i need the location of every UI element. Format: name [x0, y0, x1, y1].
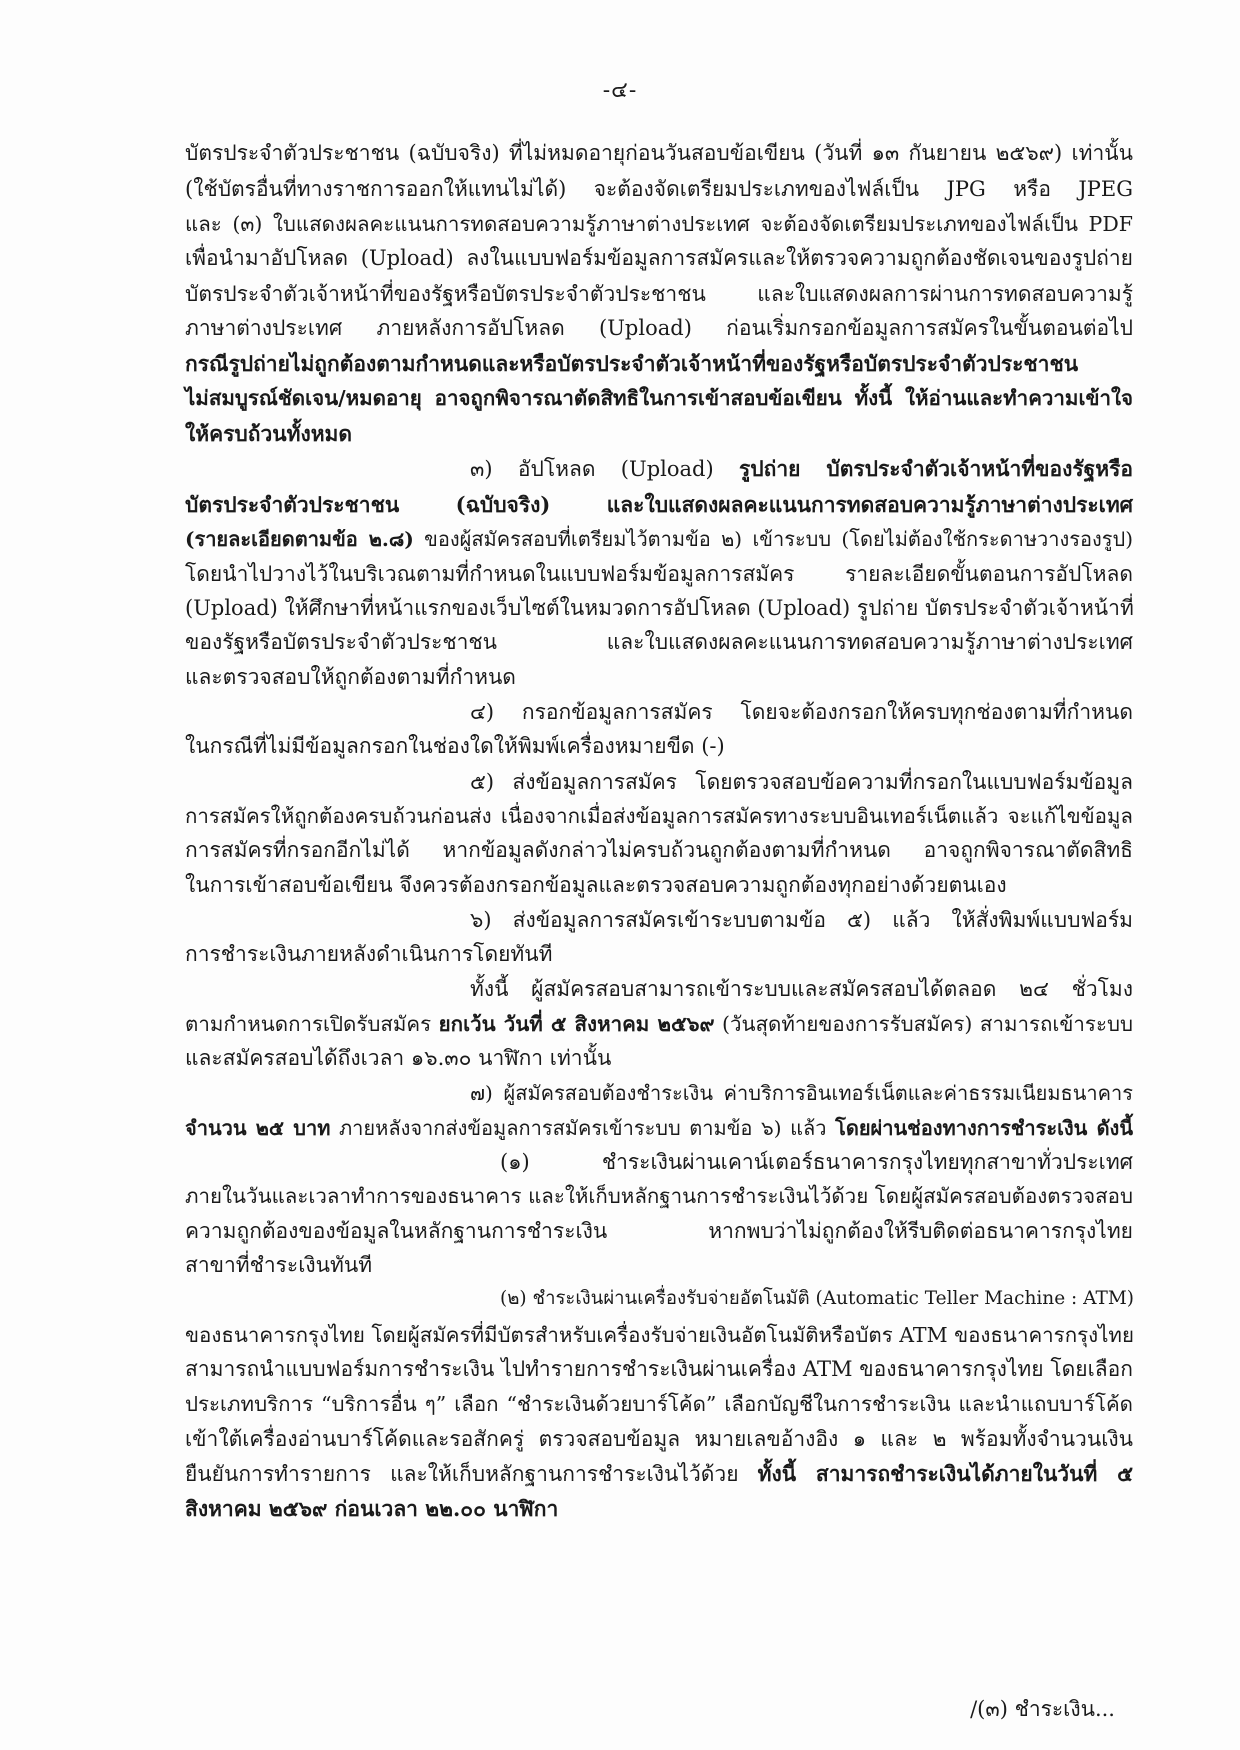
text-segment: ๖) ส่งข้อมูลการสมัครเข้าระบบตามข้อ ๕) แล้ว ให้สั่งพิมพ์แบบฟอร์ม — [470, 908, 1133, 932]
text-segment: การสมัครที่กรอกอีกไม่ได้ หากข้อมูลดังกล่าวไม่ครบถ้วนถูกต้องตามที่กำหนด อาจถูกพิจารณาตัดสิทธิ — [185, 838, 1133, 862]
text-segment: ภายหลังจากส่งข้อมูลการสมัครเข้าระบบ ตามข้อ ๖) แล้ว — [330, 1116, 836, 1140]
page-number: -๔- — [602, 78, 638, 103]
text-line — [185, 1221, 1133, 1242]
text-segment: ๗) ผู้สมัครสอบต้องชำระเงิน ค่าบริการอินเทอร์เน็ตและค่าธรรมเนียมธนาคาร — [470, 1081, 1133, 1105]
text-segment: โดยนำไปวางไว้ในบริเวณตามที่กำหนดในแบบฟอร์มข้อมูลการสมัคร รายละเอียดขั้นตอนการอัปโหลด — [185, 562, 1133, 586]
text-segment: และ (๓) ใบแสดงผลคะแนนการทดสอบความรู้ภาษาต่างประเทศ จะต้องจัดเตรียมประเภทของไฟล์เป็น PDF — [185, 212, 1133, 236]
text-line — [185, 529, 1133, 549]
text-segment: สาขาที่ชำระเงินทันที — [185, 1253, 373, 1277]
bold-text: ทั้งนี้ สามารถชำระเงินได้ภายในวันที่ ๕ — [757, 1461, 1133, 1486]
text-line — [185, 1325, 1133, 1346]
text-line — [470, 979, 1133, 1000]
text-segment: (วันสุดท้ายของการรับสมัคร) สามารถเข้าระบบ — [714, 1012, 1133, 1036]
text-line — [185, 1394, 1133, 1415]
text-line — [185, 1498, 1133, 1520]
bold-text: รูปถ่าย บัตรประจำตัวเจ้าหน้าที่ของรัฐหรือ — [739, 456, 1133, 481]
text-line — [185, 632, 1133, 653]
text-segment: สามารถนำแบบฟอร์มการชำระเงิน ไปทำรายการชำระเงินผ่านเครื่อง ATM ของธนาคารกรุงไทย โดยเลือก — [185, 1357, 1133, 1381]
text-segment: ภายในวันและเวลาทำการของธนาคาร และให้เก็บหลักฐานการชำระเงินไว้ด้วย โดยผู้สมัครสอบต้องตรวจสอบ — [185, 1184, 1133, 1208]
bold-text: (รายละเอียดตามข้อ ๒.๘) — [185, 527, 414, 551]
text-line — [185, 944, 1133, 965]
text-line — [470, 910, 1133, 931]
bold-text: บัตรประจำตัวประชาชน (ฉบับจริง) และใบแสดงผลคะแนนการทดสอบความรู้ภาษาต่างประเทศ — [185, 492, 1133, 517]
text-line — [185, 598, 1133, 619]
text-line — [185, 840, 1133, 861]
bold-text: สิงหาคม ๒๕๖๙ ก่อนเวลา ๒๒.๐๐ นาฬิกา — [185, 1496, 559, 1521]
text-line — [185, 353, 1133, 375]
text-segment: ประเภทบริการ “บริการอื่น ๆ” เลือก “ชำระเงินด้วยบาร์โค้ด” เลือกบัญชีในการชำระเงิน และนำแถบบาร์โค้ด — [185, 1392, 1133, 1416]
text-segment: และสมัครสอบได้ถึงเวลา ๑๖.๓๐ นาฬิกา เท่านั้น — [185, 1046, 612, 1070]
text-line — [185, 214, 1133, 235]
text-segment: การชำระเงินภายหลังดำเนินการโดยทันที — [185, 942, 553, 966]
text-line — [185, 1118, 1133, 1138]
text-line — [185, 1359, 1133, 1380]
text-line — [185, 423, 1133, 445]
text-segment: ทั้งนี้ ผู้สมัครสอบสามารถเข้าระบบและสมัครสอบได้ตลอด ๒๔ ชั่วโมง — [470, 977, 1133, 1001]
text-segment: ตามกำหนดการเปิดรับสมัคร — [185, 1012, 439, 1036]
text-segment: ของรัฐหรือบัตรประจำตัวประชาชน และใบแสดงผลคะแนนการทดสอบความรู้ภาษาต่างประเทศ — [185, 630, 1133, 654]
bold-text: ยกเว้น วันที่ ๕ สิงหาคม ๒๕๖๙ — [438, 1012, 715, 1036]
text-line — [185, 318, 1133, 339]
text-line — [185, 564, 1133, 585]
text-segment: (๒) ชำระเงินผ่านเครื่องรับจ่ายอัตโนมัติ (Automatic Teller Machine : ATM) — [500, 1288, 1134, 1309]
text-line — [470, 772, 1133, 793]
text-line — [185, 736, 1133, 757]
text-line — [185, 667, 1133, 688]
text-segment: ภาษาต่างประเทศ ภายหลังการอัปโหลด (Upload) ก่อนเริ่มกรอกข้อมูลการสมัครในขั้นตอนต่อไป — [185, 316, 1133, 340]
text-segment: ๕) ส่งข้อมูลการสมัคร โดยตรวจสอบข้อความที่กรอกในแบบฟอร์มข้อมูล — [470, 770, 1133, 794]
text-line — [185, 1255, 1133, 1276]
text-segment: (ใช้บัตรอื่นที่ทางราชการออกให้แทนไม่ได้) จะต้องจัดเตรียมประเภทของไฟล์เป็น JPG หรือ JPEG — [185, 177, 1133, 201]
text-line — [185, 1429, 1133, 1450]
text-segment: ความถูกต้องของข้อมูลในหลักฐานการชำระเงิน หากพบว่าไม่ถูกต้องให้รีบติดต่อธนาคารกรุงไทย — [185, 1219, 1133, 1243]
text-segment: ในการเข้าสอบข้อเขียน จึงควรต้องกรอกข้อมูลและตรวจสอบความถูกต้องทุกอย่างด้วยตนเอง — [185, 873, 1007, 897]
text-segment: ยืนยันการทำรายการ และให้เก็บหลักฐานการชำระเงินไว้ด้วย — [185, 1462, 758, 1486]
text-segment: ๓) อัปโหลด (Upload) — [470, 457, 739, 481]
bold-text: ไม่สมบูรณ์ชัดเจน/หมดอายุ อาจถูกพิจารณาตัดสิทธิในการเข้าสอบข้อเขียน ทั้งนี้ ให้อ่านและทำความเข้าใจ — [185, 386, 1133, 410]
text-segment: เพื่อนำมาอัปโหลด (Upload) ลงในแบบฟอร์มข้อมูลการสมัครและให้ตรวจความถูกต้องชัดเจนของรูปถ่าย — [185, 246, 1133, 270]
text-segment: ๔) กรอกข้อมูลการสมัคร โดยจะต้องกรอกให้ครบทุกช่องตามที่กำหนด — [470, 700, 1133, 724]
text-line — [185, 143, 1133, 164]
text-line — [185, 875, 1133, 896]
text-segment: ของผู้สมัครสอบที่เตรียมไว้ตามข้อ ๒) เข้าระบบ (โดยไม่ต้องใช้กระดาษวางรองรูป) — [413, 527, 1134, 551]
text-line — [185, 1014, 1133, 1035]
text-segment: (Upload) ให้ศึกษาที่หน้าแรกของเว็บไซต์ในหมวดการอัปโหลด (Upload) รูปถ่าย บัตรประจำตัวเจ้าหน้าที่ — [185, 596, 1134, 620]
text-line — [185, 806, 1133, 827]
text-line — [185, 248, 1133, 269]
text-line — [185, 1463, 1133, 1485]
text-segment: บัตรประจำตัวประชาชน (ฉบับจริง) ที่ไม่หมดอายุก่อนวันสอบข้อเขียน (วันที่ ๑๓ กันยายน ๒๕๖๙) เท่านั้น — [185, 141, 1133, 165]
bold-text: กรณีรูปถ่ายไม่ถูกต้องตามกำหนดและหรือบัตรประจำตัวเจ้าหน้าที่ของรัฐหรือบัตรประจำตัวประชาชน — [185, 351, 1079, 376]
text-line — [470, 1083, 1133, 1103]
text-segment: และตรวจสอบให้ถูกต้องตามที่กำหนด — [185, 665, 516, 689]
text-line — [185, 494, 1133, 516]
text-segment: เข้าใต้เครื่องอ่านบาร์โค้ดและรอสักครู่ ตรวจสอบข้อมูล หมายเลขอ้างอิง ๑ และ ๒ พร้อมทั้งจำนวนเงิน — [185, 1427, 1133, 1451]
text-segment: บัตรประจำตัวเจ้าหน้าที่ของรัฐหรือบัตรประจำตัวประชาชน และใบแสดงผลการผ่านการทดสอบความรู้ — [185, 282, 1133, 306]
text-line — [500, 1152, 1133, 1173]
text-line — [185, 1186, 1133, 1207]
text-line — [185, 284, 1133, 305]
text-segment: (๑) ชำระเงินผ่านเคาน์เตอร์ธนาคารกรุงไทยทุกสาขาทั่วประเทศ — [500, 1150, 1133, 1174]
bold-text: จำนวน ๒๕ บาท — [185, 1116, 331, 1140]
text-line — [500, 1290, 1133, 1309]
text-line — [185, 1048, 1133, 1069]
text-line — [185, 388, 1133, 409]
text-line — [470, 458, 1133, 480]
bold-text: โดยผ่านช่องทางการชำระเงิน ดังนี้ — [835, 1116, 1133, 1140]
text-segment: ในกรณีที่ไม่มีข้อมูลกรอกในช่องใดให้พิมพ์เครื่องหมายขีด (-) — [185, 734, 725, 758]
text-segment: การสมัครให้ถูกต้องครบถ้วนก่อนส่ง เนื่องจากเมื่อส่งข้อมูลการสมัครทางระบบอินเทอร์เน็ตแล้ว จะแก้ไขข้อมูล — [185, 804, 1133, 828]
text-segment: ของธนาคารกรุงไทย โดยผู้สมัครที่มีบัตรสำหรับเครื่องรับจ่ายเงินอัตโนมัติหรือบัตร ATM ของธนาคารกรุงไทย — [185, 1323, 1134, 1347]
bold-text: ให้ครบถ้วนทั้งหมด — [185, 421, 353, 446]
text-line — [470, 702, 1133, 723]
continuation-text: /(๓) ชำระเงิน... — [970, 1697, 1115, 1721]
text-line — [185, 179, 1133, 200]
